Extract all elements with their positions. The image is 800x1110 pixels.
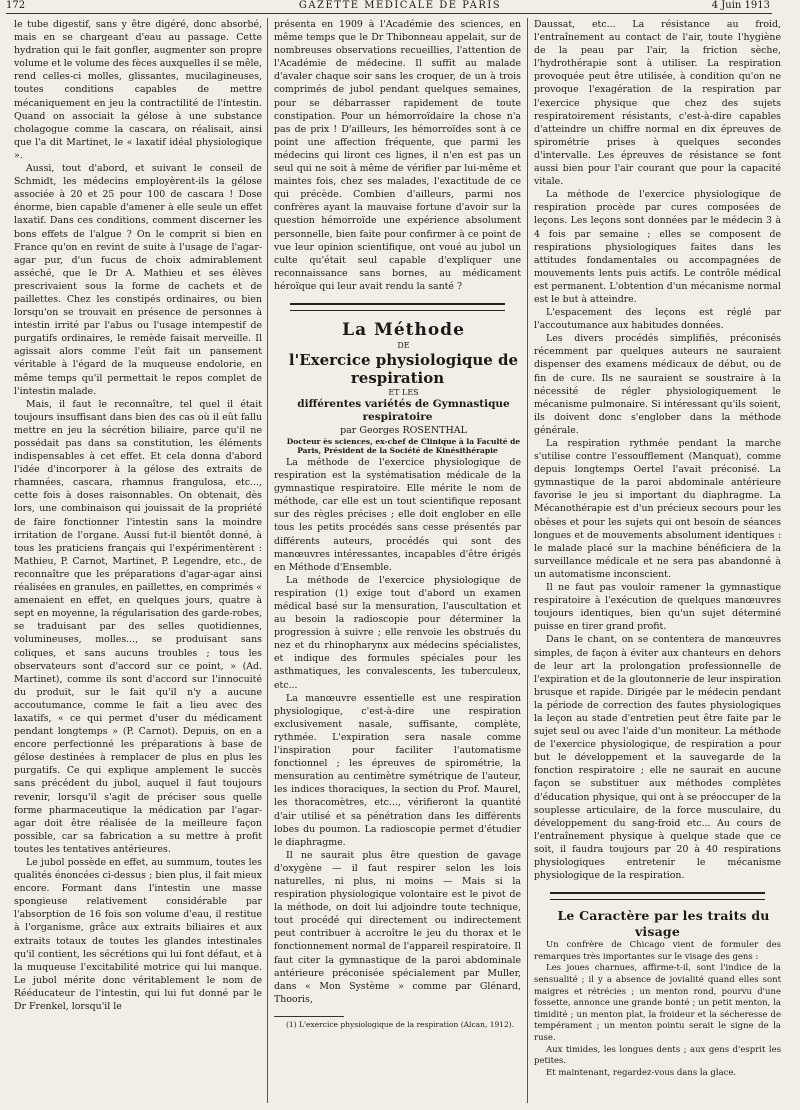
- section-title: Le Caractère par les traits du visage: [557, 908, 770, 940]
- paragraph: L'espacement des leçons est réglé par l'accoutumance aux habitudes données.: [534, 307, 781, 332]
- article-title-de: DE: [397, 340, 410, 350]
- paragraph: Mais, il faut le reconnaître, tel quel il était toujours insuffisant dans bien des cas où il eût fallu mettre en jeu la sécrétion biliaire, parce qu'il ne possédait pas dans sa constitution, les éléments indispensables à cet effet. Et cela donna d'abord l'idée d'incorporer à la gélose des extraits de rhamnées, cascara, rhamnus frangulosa, etc..., cette fois à doses raisonnables. On obtenait, dès lors, une combinaison qui jouissait de la propriété de faire fonctionner l'intestin sans la moindre irritation de l'organe. Aussi fut-il bientôt donné, à tous les praticiens français qui l'expérimentèrent : Mathieu, P. Carnot, Martinet, P. Legendre, etc., de reconnaître que les préparations d'agar-agar ainsi réalisées en granules, en paillettes, en comprimés « amenaient en effet, en quelques jours, quatre à sept en moyenne, la régularisation des garde-robes, se traduisant par des selles quotidiennes, volumineuses, molles..., se produisant sans coliques, et sans aucuns troubles ; tous les observateurs sont d'accord sur ce point, » (Ad. Martinet), comme ils sont d'accord sur l'innocuité du produit, sur le fait qu'il n'y a aucune accoutumance, comme le fait a lieu avec des laxatifs, « ce qui permet d'user du médicament pendant longtemps » (P. Carnot). Depuis, on en a encore perfectionné les préparations à base de gélose destinées à remplacer de plus en plus les purgatifs. Ce qui explique amplement le succès sans précédent du jubol, auquel il faut toujours revenir, lorsqu'il s'agit de préciser sous quelle forme pharmaceutique la médication par l'agar-agar doit être réalisée de la meilleure façon possible, car sa fabrication a su mettre à profit toutes les tentatives antérieures.: [14, 398, 262, 855]
- section-body: [534, 940, 781, 1079]
- column-divider-1: [267, 18, 268, 1103]
- paragraph: Il ne faut pas vouloir ramener la gymnastique respiratoire à l'exécution de quelques manœuvres toujours identiques, bien qu'un sujet déterminé puisse en tirer grand profit.: [534, 582, 781, 633]
- header-rule: [6, 13, 772, 14]
- article-heading: [274, 319, 521, 456]
- paragraph: La méthode de l'exercice physiologique de respiration est la systématisation médicale de la gymnastique respiratoire. Elle mérite le nom de méthode, car elle est un tout scientifique reposant sur des règles précises ; elle doit englober en elle tous les petits procédés sans cesse présentés par différents auteurs, procédés qui sont des manœuvres intéressantes, incapables d'être érigés en Méthode d'Ensemble.: [274, 456, 521, 573]
- section-separator: [550, 892, 765, 900]
- article-title-et-les: ET LES: [388, 387, 419, 397]
- paragraph: La méthode de l'exercice physiologique de respiration (1) exige tout d'abord un examen médical basé sur la mensuration, l'auscultation et au besoin la radioscopie pour déterminer la progression à suivre ; elle renvoie les obstrués du nez et du rhinopharynx aux médecins spécialistes, et indique des formules spéciales pour les asthmatiques, les convalescents, les tuberculeux, etc...: [274, 574, 521, 691]
- paragraph: La méthode de l'exercice physiologique de respiration procède par cures composées de leçons. Les leçons sont données par le médecin 3 à 4 fois par semaine ; elles se composent de respirations physiologiques faites dans les attitudes fondamentales ou accompagnées de mouvements lents puis actifs. Le contrôle médical est permanent. L'obtention d'un mécanisme normal est le but à atteindre.: [534, 189, 781, 305]
- paragraph: Les divers procédés simplifiés, préconisés récemment par quelques auteurs ne sauraient dispenser des examens médicaux de début, ou de fin de cure. Ils ne sauraient se soustraire à la nécessité de régler physiologiquement le mécanisme pulmonaire. Si intéressant qu'ils soient, ils doivent donc s'englober dans la méthode générale.: [534, 333, 781, 436]
- article-title-3: différentes variétés de Gymnastique respiratoire: [297, 397, 510, 423]
- column-2: [274, 18, 521, 1030]
- issue-date: 4 Juin 1913: [711, 0, 770, 11]
- article-affiliation: Docteur ès sciences, ex-chef de Clinique à la Faculté de Paris, Président de la Société de Kinésithérapie: [286, 436, 521, 456]
- paragraph: Le jubol possède en effet, au summum, toutes les qualités énoncées ci-dessus ; bien plus, il fait mieux encore. Formant dans l'intestin une masse spongieuse relativement considérable par l'absorption de 16 fois son volume d'eau, il restitue à l'organisme, grâce aux extraits biliaires et aux extraits totaux de toutes les glandes intestinales qu'il contient, les sécrétions qui lui font défaut, et à la muqueuse l'excitabilité motrice qui lui manque. Le jubol mérite donc véritablement le nom de Rééducateur de l'intestin, qui lui fut donné par le Dr Frenkel, lorsqu'il le: [14, 857, 262, 1013]
- page-header: [0, 0, 800, 14]
- article-byline: par Georges ROSENTHAL: [340, 424, 467, 436]
- column-1: [14, 18, 262, 1013]
- footnote: (1) L'exercice physiologique de la respiration (Alcan, 1912).: [286, 1019, 515, 1029]
- column-divider-2: [527, 18, 528, 1103]
- page-number: 172: [6, 0, 26, 11]
- paragraph: Les joues charnues, affirme-t-il, sont l'indice de la sensualité ; il y a absence de jovialité quand elles sont maigres et rétrécies ; un menton rond, pourvu d'une fossette, annonce une grande bonté ; un petit menton, la timidité ; un menton plat, la froideur et la sécheresse de tempérament ; un menton pointu serait le signe de la ruse.: [534, 963, 781, 1043]
- paragraph: Un confrère de Chicago vient de formuler des remarques très importantes sur le visage des gens :: [534, 940, 781, 962]
- paragraph: Dans le chant, on se contentera de manœuvres simples, de façon à éviter aux chanteurs en dehors de leur art la prolongation professionnelle de l'expiration et de la gloutonnerie de leur inspiration brusque et rapide. Dirigée par le médecin pendant la période de correction des fautes physiologiques la leçon au stade d'entretien peut être faite par le sujet seul ou avec l'aide d'un moniteur. La méthode de l'exercice physiologique, de respiration a pour but le développement et la sauvegarde de la fonction respiratoire ; elle ne saurait en aucune façon se substituer aux méthodes complètes d'éducation physique, qui ont à se préoccuper de la souplesse articulaire, de la force musculaire, du développement du sang-froid etc... Au cours de l'entraînement physique à quelque stade que ce soit, il faudra toujours par 20 à 40 respirations physiologiques entretenir le mécanisme physiologique de la respiration.: [534, 634, 781, 882]
- paragraph: Aux timides, les longues dents ; aux gens d'esprit les petites.: [534, 1044, 781, 1067]
- journal-title: GAZETTE MÉDICALE DE PARIS: [298, 0, 502, 11]
- article-title-2: l'Exercice physiologique de respiration: [288, 350, 519, 387]
- footnote-rule: [274, 1016, 344, 1017]
- paragraph: Aussi, tout d'abord, et suivant le conseil de Schmidt, les médecins employèrent-ils la gélose associée à 20 et 25 pour 100 de cascara ! Dose énorme, bien capable d'amener à elle seule un effet laxatif. Dans ces conditions, comment discerner les bons effets de l'algue ? On le comprit si bien en France qu'on en revint de suite à l'usage de l'agar-agar pur, d'un fucus de choix admirablement asséché, que le Dr A. Mathieu et ses élèves prescrivaient sous la forme de cachets et de paillettes. Chez les constipés ordinaires, ou bien lorsqu'on se trouvait en présence de personnes à intestin irrité par l'abus ou l'usage intempestif de purgatifs ordinaires, le remède faisait merveille. Il agissait alors comme l'eût fait un pansement véritable à l'égard de la muqueuse endolorie, en même temps qu'il permettait le repos complet de l'intestin malade.: [14, 163, 262, 397]
- paragraph: La manœuvre essentielle est une respiration physiologique, c'est-à-dire une respiration exclusivement nasale, suffisante, complète, rythmée. L'expiration sera nasale comme l'inspiration pour faciliter l'automatisme fonctionnel ; les épreuves de spirométrie, la mensuration au centimètre symétrique de l'auteur, les indices thoraciques, la section du Prof. Maurel, les thoracomètres, etc..., vérifieront la quantité d'air utilisé et sa pénétration dans les différents lobes du poumon. La radioscopie permet d'étudier le diaphragme.: [274, 692, 521, 848]
- paragraph: Il ne saurait plus être question de gavage d'oxygène — il faut respirer selon les lois naturelles, ni plus, ni moins — Mais si la respiration physiologique volontaire est le pivot de la méthode, on doit lui adjoindre toute technique, tout procédé qui directement ou indirectement peut contribuer à accroître le jeu du thorax et le fonctionnement normal de l'appareil respiratoire. Il faut citer la gymnastique de la paroi abdominale antérieure préconisée spécialement par Muller, dans « Mon Système » comme par Glénard, Thooris,: [274, 849, 521, 1005]
- column-3: [534, 18, 781, 1079]
- paragraph: le tube digestif, sans y être digéré, donc absorbé, mais en se chargeant d'eau au passage. Cette hydration qui le fait gonfler, augmenter son propre volume et le volume des fèces auxquelles il se mêle, rend celles-ci molles, glissantes, mucilagineuses, toutes conditions capables de mettre mécaniquement en jeu la contractilité de l'intestin. Quand on associait la gélose à une substance cholagogue comme la cascara, on réalisait, ainsi que l'a dit Martinet, le « laxatif idéal physiologique ».: [14, 19, 262, 161]
- paragraph: Et maintenant, regardez-vous dans la glace.: [546, 1067, 737, 1078]
- article-separator: [290, 303, 505, 311]
- paragraph: présenta en 1909 à l'Académie des sciences, en même temps que le Dr Thibonneau appelait, sur de nombreuses observations recueillies, l'attention de l'Académie de médecine. Il suffit au malade d'avaler chaque soir sans les croquer, de un à trois comprimés de jubol pendant quelques semaines, pour se débarrasser rapidement de toute constipation. Pour un hémorroïdaire la chose n'a pas de prix ! D'ailleurs, les hémorroïdes sont à ce point une affection fréquente, que parmi les médecins qui liront ces lignes, il n'en est pas un seul qui ne soit à même de vérifier par lui-même et maintes fois, chez ses malades, l'exactitude de ce qui précède. Combien d'ailleurs, parmi nos confrères ayant la mauvaise fortune d'avoir sur la question hémorroïde une expérience absolument personnelle, bien faite pour confirmer à ce point de vue leur opinion scientifique, ont voué au jubol un culte qu'était seul capable d'expliquer une reconnaissance sans bornes, au médicament héroïque qui leur avait rendu la santé ?: [274, 19, 521, 292]
- paragraph: Daussat, etc... La résistance au froid, l'entraînement au contact de l'air, toute l'hygiène de la peau par l'air, la friction sèche, l'hydrothérapie sont à utiliser. La respiration provoquée peut être utilisée, à condition qu'on ne provoque l'exagération de la respiration par l'exercice physique que chez des sujets respiratoirement résistants, c'est-à-dire capables d'atteindre un chiffre normal en dix épreuves de spirométrie prises à quelques secondes d'intervalle. Les épreuves de résistance se font aussi bien pour l'air courant que pour la capacité vitale.: [534, 19, 781, 188]
- paragraph: La respiration rythmée pendant la marche s'utilise contre l'essoufflement (Manquat), comme depuis longtemps Oertel l'avait préconisé. La gymnastique de la paroi abdominale antérieure favorise le jeu si important du diaphragme. La Mécanothérapie est d'un précieux secours pour les obèses et pour les sujets qui ont besoin de séances longues et de mouvements absolument identiques : le malade placé sur la machine bénéficiera de la surveillance médicale et ne sera pas abandonné à un automatisme inconscient.: [534, 438, 781, 580]
- article-title-1: La Méthode: [342, 319, 465, 340]
